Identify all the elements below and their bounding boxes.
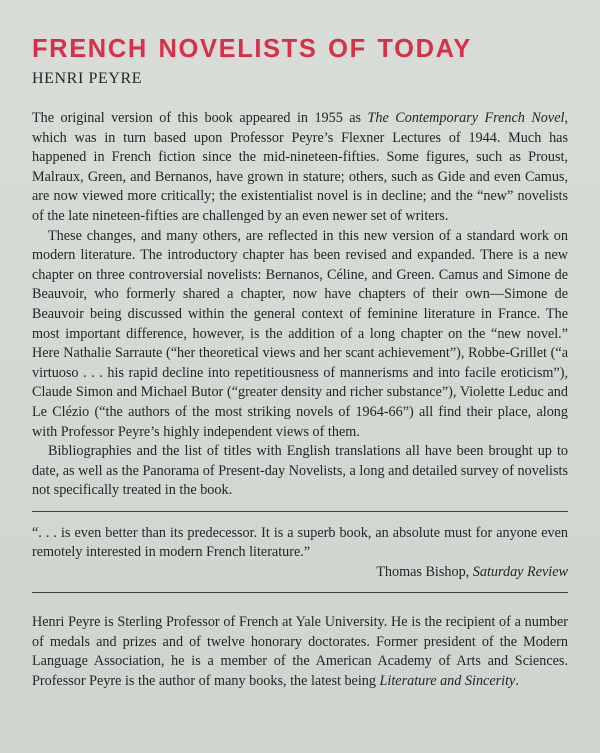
bio-text-a: Henri Peyre is Sterling Professor of French at Yale University. He is the recipient of a number of medals and prizes and of twelve honorary doctorates. Former president of the Modern Language Association, he is a member of the American Academy of Arts and Sciences. Professor Peyre is the author of many books, the latest being [32,614,568,689]
bio-text [32,613,568,691]
bio-latest-book: Literature and Sincerity [379,672,516,689]
review-quote [32,524,568,582]
p1-text-c: which was in turn based upon Professor Peyre’s Flexner Lectures of 1944. Much has happened in French fiction since the mid-nineteen-fifties. Some figures, such as Proust, Malraux, Green, and Bernanos, have grown in stature; others, such as Gide and even Camus, are now viewed more critically; the existentialist novel is in decline; and the “new” novelists of the late nineteen-fifties are challenged by an even newer set of writers. [32,129,568,224]
attribution-source: Saturday Review [472,564,568,581]
description-paragraph-1 [32,109,568,227]
divider [32,592,568,593]
description [32,109,568,501]
divider [32,511,568,512]
p1-book-title: The Contemporary French Novel, [367,110,568,126]
bio-text-c: . [515,672,519,689]
p1-text-a: The original version of this book appeared in 1955 as [32,110,368,126]
author-name: HENRI PEYRE [32,70,143,87]
description-paragraph-3: Bibliographies and the list of titles with English translations all have been brought up to date, as well as the Panorama of Present-day Novelists, a long and detailed survey of novelists not specifically treated in the book. [32,443,568,499]
book-title: FRENCH NOVELISTS OF TODAY [32,35,472,63]
quote-attribution [32,563,568,582]
attribution-name: Thomas Bishop, [376,564,473,581]
description-paragraph-2: These changes, and many others, are reflected in this new version of a standard work on modern literature. The introductory chapter has been revised and expanded. There is a new chapter on three controversial novelists: Bernanos, Céline, and Green. Camus and Simone de Beauvoir, who formerly shared a chapter, now have chapters of their own—Simone de Beauvoir being discussed within the general context of feminine literature in France. The most important difference, however, is the addition of a long chapter on the “new novel.” Here Nathalie Sarraute (“her theoretical views and her scant achievement”), Robbe-Grillet (“a virtuoso . . . his rapid decline into repetitiousness of mannerisms and into facile eroticism”), Claude Simon and Michael Butor (“greater density and richer substance”), Violette Leduc and Le Clézio (“the authors of the most striking novels of 1964-66”) all find their place, along with Professor Peyre’s highly independent views of them. [32,227,568,440]
quote-text: “. . . is even better than its predecessor. It is a superb book, an absolute must for anyone even remotely interested in modern French literature.” [32,524,568,561]
author-bio [32,613,568,691]
